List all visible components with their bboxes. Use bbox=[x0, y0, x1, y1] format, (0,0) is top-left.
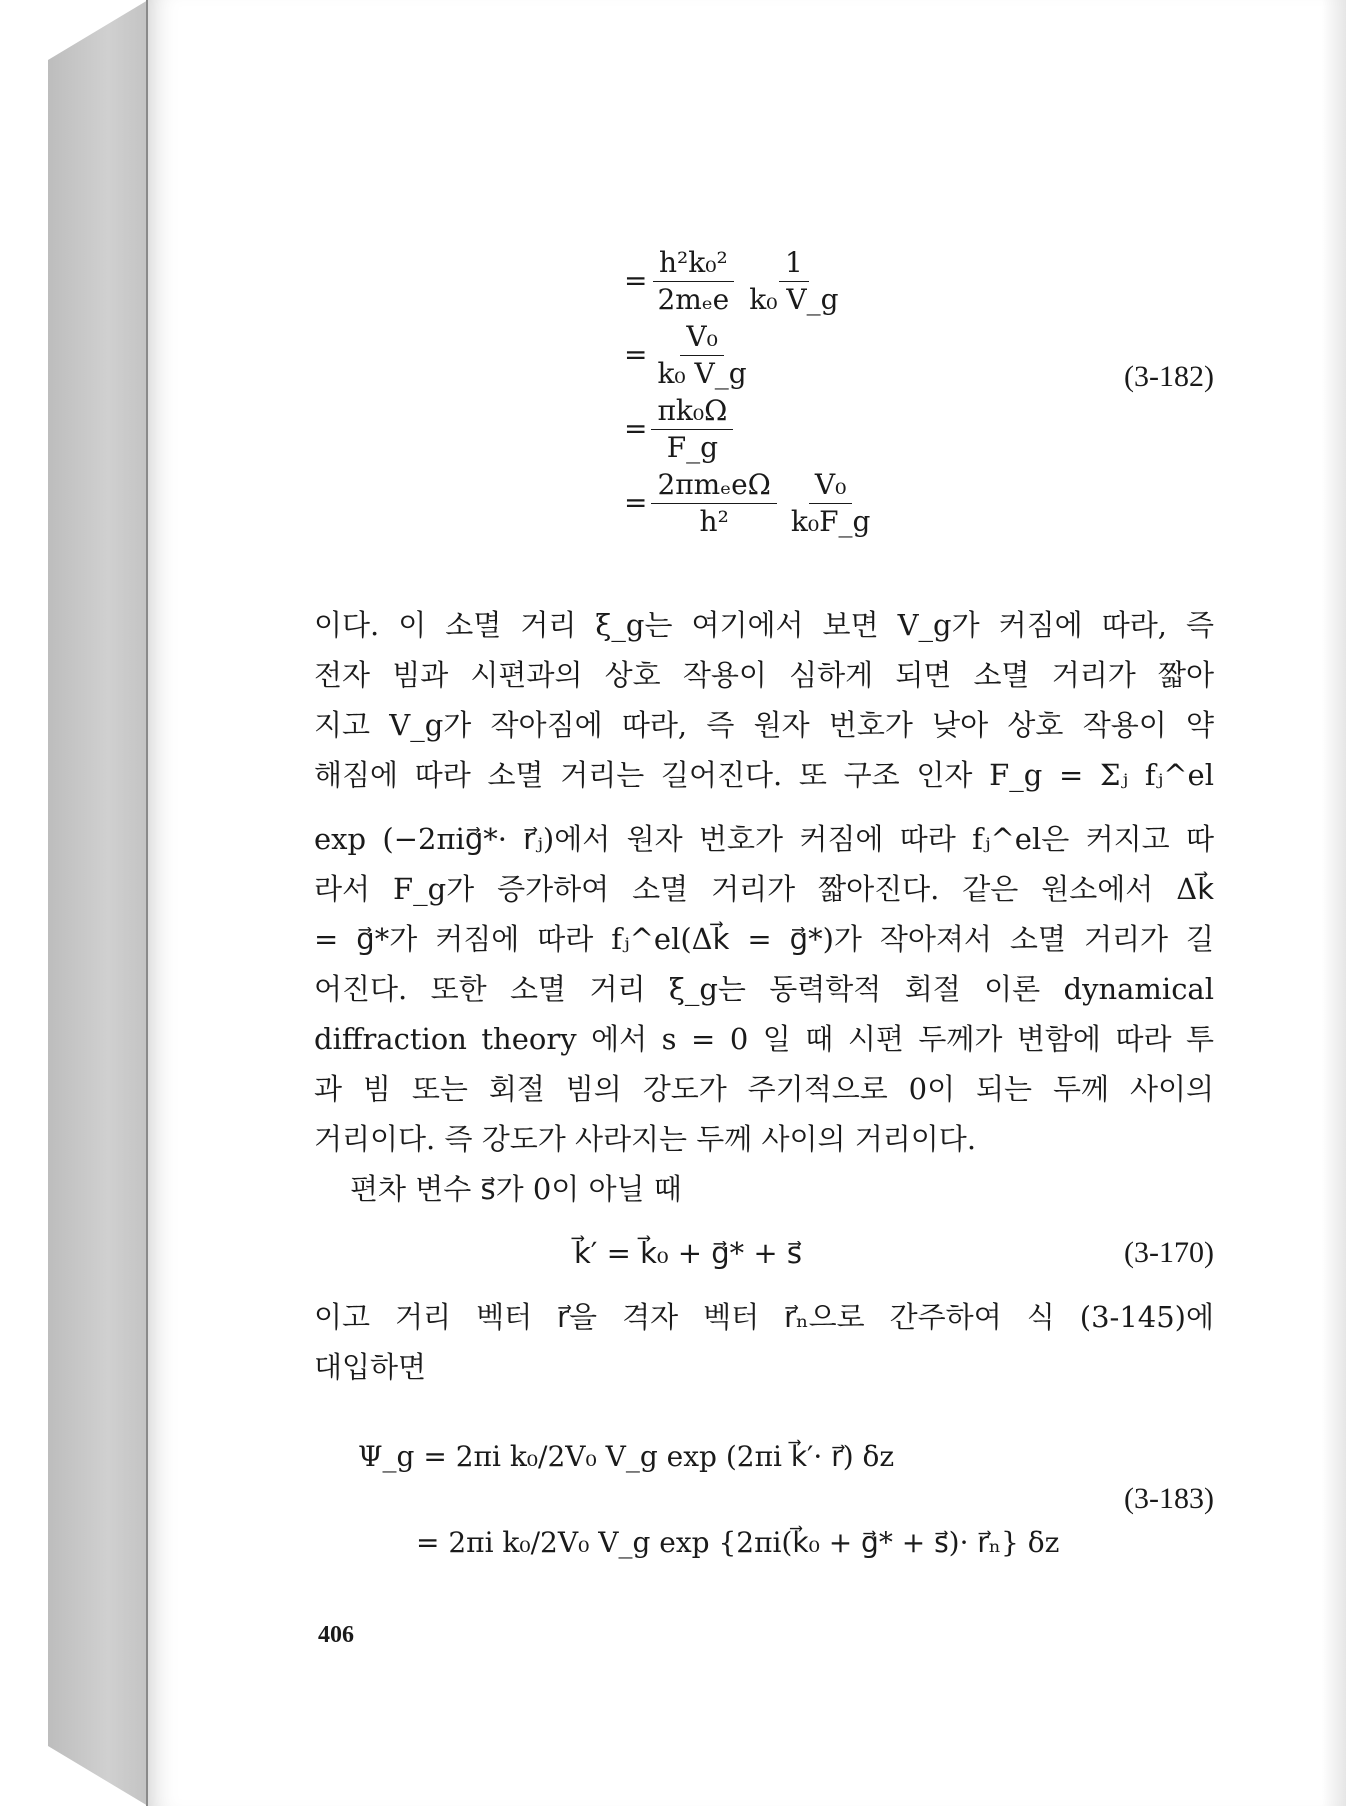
page-number: 406 bbox=[318, 1622, 354, 1648]
eq-fraction-numerator: 2πmₑeΩ bbox=[651, 469, 776, 504]
eq-fraction-numerator: h²k₀² bbox=[653, 247, 734, 282]
equation-3-170: k⃗′ = k⃗₀ + g⃗* + s⃗ bbox=[574, 1236, 803, 1270]
eq-fraction-denominator: h² bbox=[699, 504, 729, 538]
equation-number: (3-183) bbox=[1124, 1482, 1214, 1515]
text-line: 지고 V_g가 작아짐에 따라, 즉 원자 번호가 낮아 상호 작용이 약 bbox=[314, 708, 1214, 742]
text-line: 이다. 이 소멸 거리 ξ_g는 여기에서 보면 V_g가 커짐에 따라, 즉 bbox=[314, 608, 1214, 642]
paragraph-1 bbox=[314, 600, 1214, 1214]
eq-fraction-denominator: k₀ V_g bbox=[749, 282, 839, 316]
eq-fraction-numerator: V₀ bbox=[680, 321, 723, 356]
text-line: 대입하면 bbox=[314, 1350, 427, 1384]
text-line: = g⃗*가 커짐에 따라 fⱼ^el(Δk⃗ = g⃗*)가 작아져서 소멸 거리가 길 bbox=[314, 922, 1214, 956]
equation-number: (3-182) bbox=[1124, 360, 1214, 393]
eq-fraction-denominator: 2mₑe bbox=[657, 282, 730, 316]
eq-fraction-denominator: k₀ V_g bbox=[657, 356, 747, 390]
equation-number: (3-170) bbox=[1124, 1236, 1214, 1269]
text-line: 전자 빔과 시편과의 상호 작용이 심하게 되면 소멸 거리가 짧아 bbox=[314, 658, 1214, 692]
page-edge-shadow bbox=[1322, 0, 1346, 1806]
eq-fraction-numerator: V₀ bbox=[809, 469, 852, 504]
eq-fraction-numerator: πk₀Ω bbox=[651, 395, 733, 430]
eq-fraction-numerator: 1 bbox=[779, 247, 809, 282]
text-line: 거리이다. 즉 강도가 사라지는 두께 사이의 거리이다. bbox=[314, 1122, 977, 1156]
text-line: 과 빔 또는 회절 빔의 강도가 주기적으로 0이 되는 두께 사이의 bbox=[314, 1072, 1214, 1106]
text-line: diffraction theory 에서 s = 0 일 때 시편 두께가 변함에 따라 투 bbox=[314, 1022, 1214, 1056]
text-line: 라서 F_g가 증가하여 소멸 거리가 짧아진다. 같은 원소에서 Δk⃗ bbox=[314, 872, 1214, 906]
eq-fraction-denominator: k₀F_g bbox=[790, 504, 871, 538]
paragraph-2: 편차 변수 s⃗가 0이 아닐 때 bbox=[350, 1172, 682, 1206]
text-line: exp (−2πig⃗*· r⃗ⱼ)에서 원자 번호가 커짐에 따라 fⱼ^el은 커지고 따 bbox=[314, 822, 1214, 856]
book-spine-edge bbox=[48, 0, 148, 1806]
text-line: 어진다. 또한 소멸 거리 ξ_g는 동력학적 회절 이론 dynamical bbox=[314, 972, 1214, 1006]
equation-3-183-line-2: = 2πi k₀/2V₀ V_g exp {2πi(k⃗₀ + g⃗* + s⃗)· r⃗ₙ} δz bbox=[416, 1526, 1060, 1559]
equation-3-182: = $\frac{\text{h²k₀²}}{\text{2mₑe}}$ $\frac{1}{\text{k₀ V\_g}}$ = $\frac{\text{V₀}}{\text{k₀ V\_g}}$ = $\frac{\text{πk₀Ω}}{F\_g}$ = $\frac{\text{2πmₑeΩ}}{\text{h²}}$ $\frac{\text{V₀}}{\text{k₀F\_g}}$ bbox=[624, 244, 880, 540]
paragraph-3 bbox=[314, 1292, 1214, 1392]
text-line: 해짐에 따라 소멸 거리는 길어진다. 또 구조 인자 F_g = Σⱼ fⱼ^el bbox=[314, 758, 1214, 792]
equation-3-183-line-1: Ψ_g = 2πi k₀/2V₀ V_g exp (2πi k⃗′· r⃗) δz bbox=[358, 1440, 895, 1473]
text-line: 이고 거리 벡터 r⃗을 격자 벡터 r⃗ₙ으로 간주하여 식 (3-145)에 bbox=[314, 1300, 1214, 1334]
eq-fraction-denominator: F_g bbox=[666, 430, 719, 464]
